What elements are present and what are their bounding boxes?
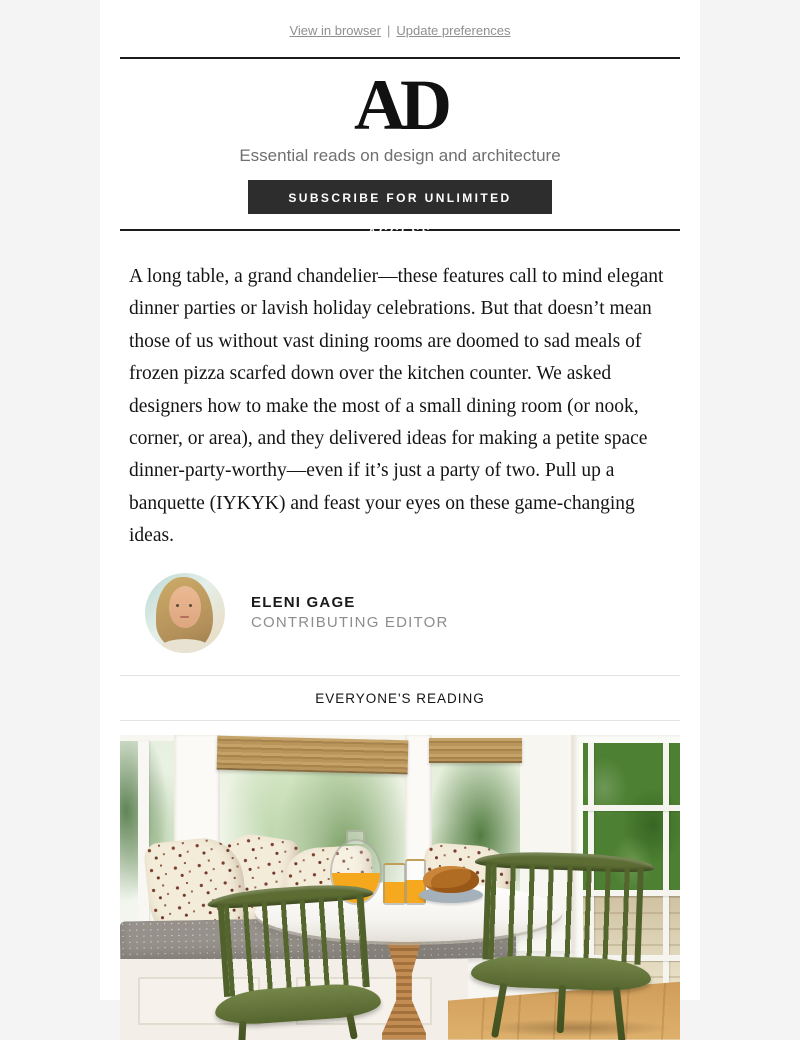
ad-logo: AD bbox=[354, 65, 446, 145]
chair-leg bbox=[557, 985, 567, 1033]
chair-leg bbox=[346, 1012, 358, 1039]
juice-glass bbox=[383, 863, 406, 905]
divider-top bbox=[120, 57, 680, 59]
section-heading: EVERYONE'S READING bbox=[315, 690, 485, 706]
intro-paragraph: A long table, a grand chandelier—these features call to mind elegant dinner parties or lavish holiday celebrations. But that doesn’t mean those of us without vast dining rooms are doomed to sad meals of frozen pizza scarfed down over the kitchen counter. We asked designers how to make the most of a small dining room (or nook, corner, or area), and they delivered ideas for making a petite space dinner-party-worthy—even if it’s just a party of two. Pull up a banquette (IYKYK) and feast your eyes on these game-changing ideas. bbox=[129, 266, 664, 547]
green-chair-left bbox=[207, 881, 383, 1040]
door-muntin bbox=[583, 805, 680, 811]
author-role: CONTRIBUTING EDITOR bbox=[251, 614, 449, 632]
door-muntin bbox=[663, 743, 669, 991]
croissant bbox=[423, 866, 479, 893]
preheader bbox=[100, 0, 700, 57]
roman-shade-center bbox=[217, 735, 409, 774]
chair-leg bbox=[613, 986, 626, 1039]
update-preferences-link[interactable]: Update preferences bbox=[396, 23, 511, 38]
author-avatar bbox=[145, 573, 225, 653]
chair-spindles bbox=[482, 863, 644, 964]
subscribe-button[interactable]: SUBSCRIBE FOR UNLIMITED ACCESS bbox=[248, 180, 552, 214]
preheader-separator: | bbox=[386, 23, 391, 38]
window-mullion bbox=[138, 741, 149, 951]
chair-leg bbox=[491, 982, 507, 1037]
green-chair-right bbox=[469, 850, 655, 1040]
avatar-face bbox=[169, 586, 201, 628]
author-meta bbox=[251, 594, 449, 631]
tagline: Essential reads on design and architecture bbox=[239, 146, 561, 165]
author-byline bbox=[145, 573, 700, 653]
author-name: ELENI GAGE bbox=[251, 594, 356, 612]
roman-shade-right bbox=[429, 738, 522, 763]
email-body bbox=[100, 0, 700, 1000]
chair-leg bbox=[238, 1020, 246, 1039]
view-in-browser-link[interactable]: View in browser bbox=[289, 23, 381, 38]
nook-photo[interactable] bbox=[120, 735, 680, 1040]
divider-below-section bbox=[120, 720, 680, 721]
chair-spindles bbox=[218, 895, 370, 997]
